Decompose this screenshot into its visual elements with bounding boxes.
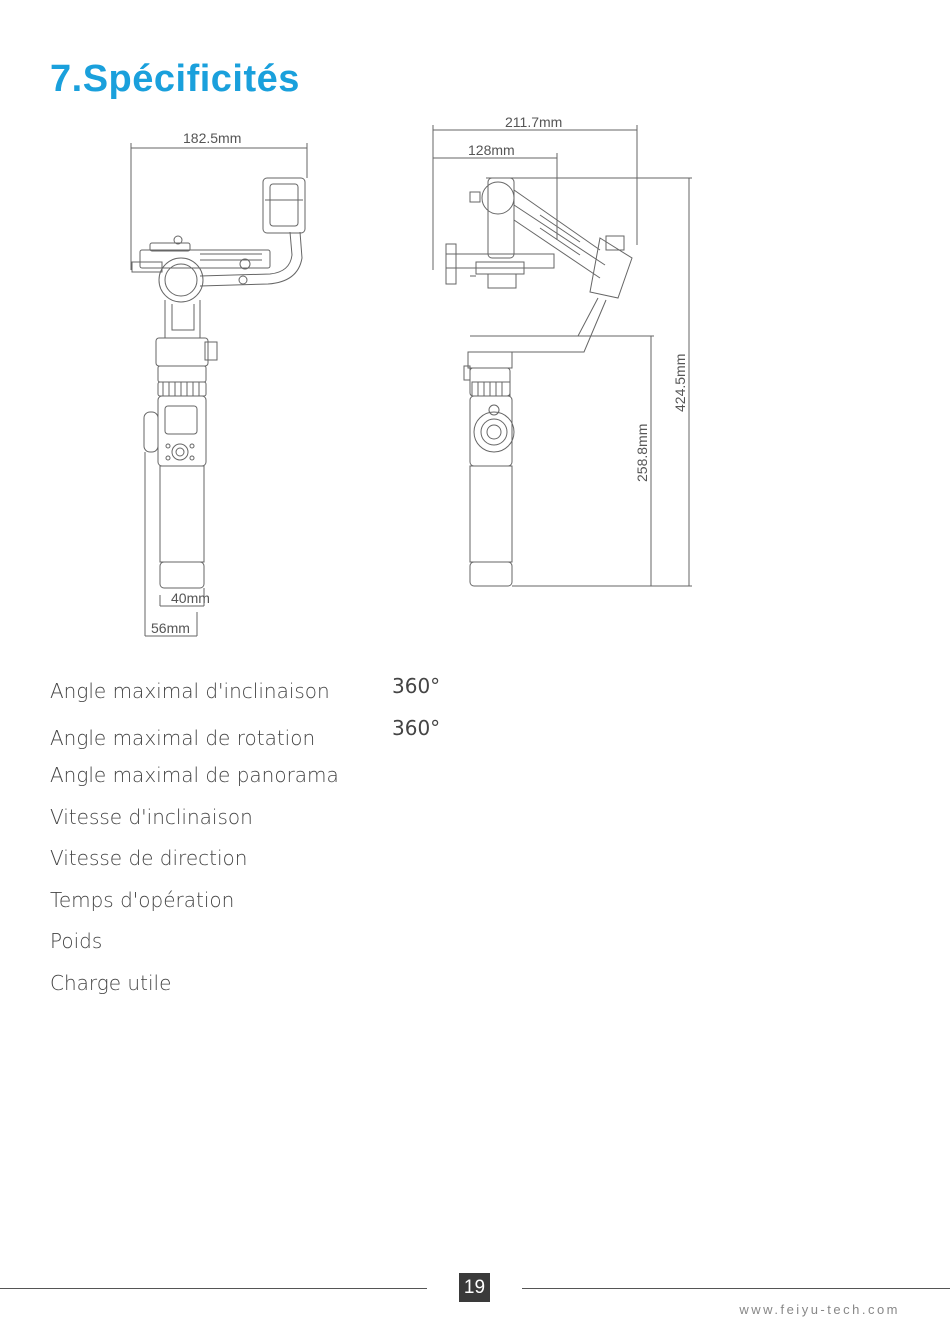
spec-label: Angle maximal de panorama <box>50 763 339 787</box>
dimension-label-211: 211.7mm <box>505 114 563 130</box>
dimension-label-40: 40mm <box>171 590 210 606</box>
spec-label: Temps d'opération <box>50 888 235 912</box>
footer-divider-right <box>522 1288 950 1289</box>
spec-label: Charge utile <box>50 971 172 995</box>
page-title: 7.Spécificités <box>50 58 300 100</box>
dimension-label-56: 56mm <box>151 620 190 636</box>
spec-label: Vitesse de direction <box>50 846 248 870</box>
gimbal-front-view <box>131 143 307 636</box>
gimbal-side-view <box>433 125 692 586</box>
footer-divider-left <box>0 1288 427 1289</box>
spec-value: 360° <box>392 674 441 698</box>
dimension-label-182: 182.5mm <box>183 130 242 146</box>
spec-label: Vitesse d'inclinaison <box>50 805 253 829</box>
dimension-label-258: 258.8mm <box>634 423 650 482</box>
spec-label: Poids <box>50 929 103 953</box>
dimension-label-128: 128mm <box>468 142 515 158</box>
dimension-label-424: 424.5mm <box>672 353 688 412</box>
gimbal-dimension-diagram <box>0 0 950 660</box>
spec-value: 360° <box>392 716 441 740</box>
website-url: www.feiyu-tech.com <box>739 1302 900 1317</box>
spec-label: Angle maximal d'inclinaison <box>50 679 330 703</box>
page-number: 19 <box>459 1273 490 1302</box>
spec-label: Angle maximal de rotation <box>50 726 316 750</box>
